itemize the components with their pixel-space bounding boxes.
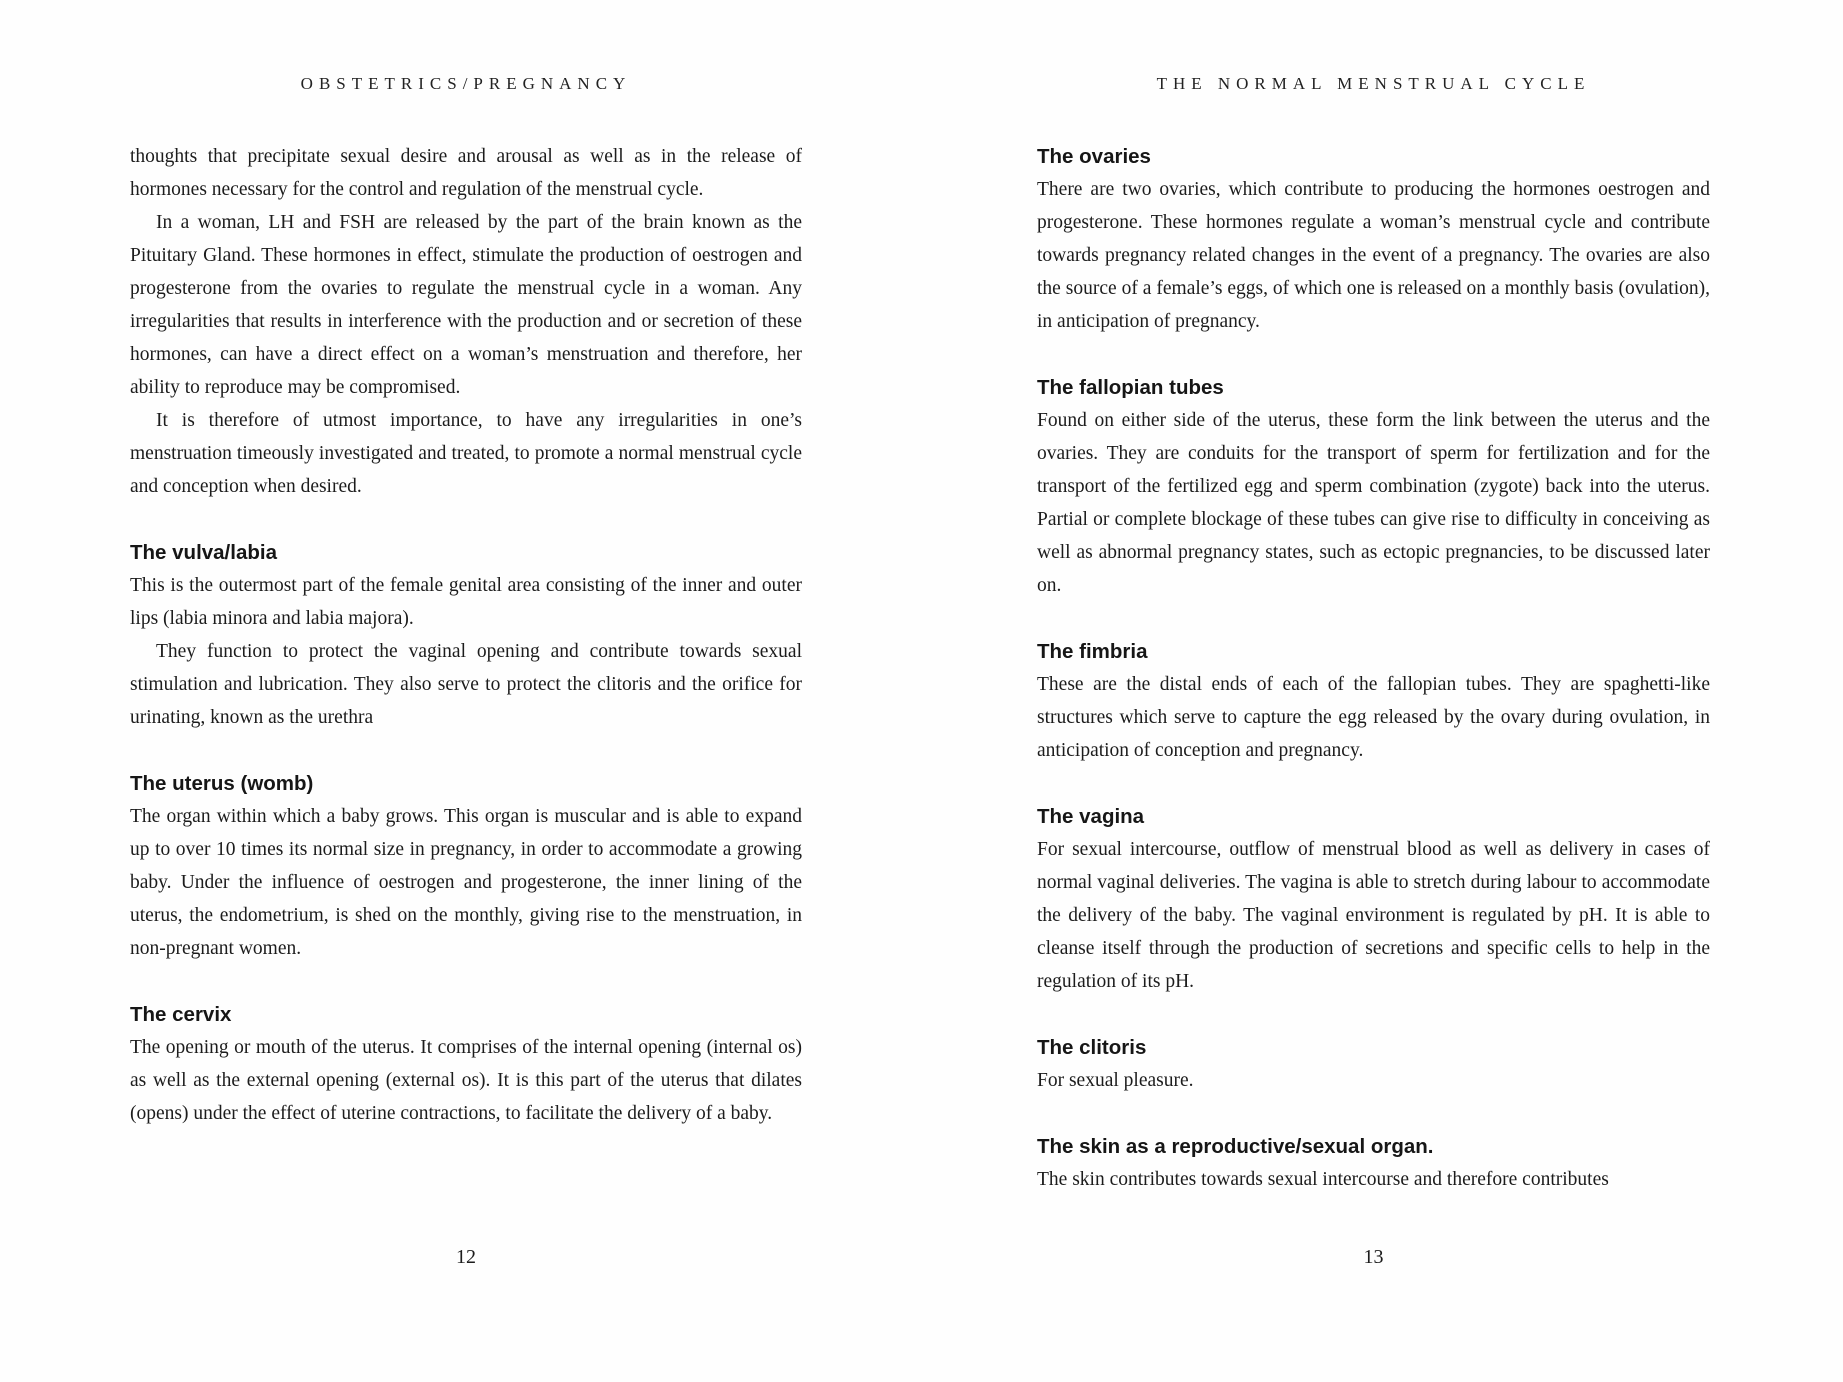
- paragraph: These are the distal ends of each of the fallopian tubes. They are spaghetti-like structures which serve to capture the egg released by the ovary during ovulation, in anticipation of conception and pregnancy.: [1037, 674, 1710, 761]
- section-heading-clitoris: The clitoris: [1037, 1036, 1147, 1059]
- section-heading-cervix: The cervix: [130, 1003, 232, 1026]
- section-heading-skin: The skin as a reproductive/sexual organ.: [1037, 1135, 1434, 1158]
- paragraph: For sexual pleasure.: [1037, 1070, 1194, 1091]
- paragraph: It is therefore of utmost importance, to have any irregularities in one’s menstruation timeously investigated and treated, to promote a normal menstrual cycle and conception when desired.: [130, 410, 802, 497]
- section-heading-vagina: The vagina: [1037, 805, 1145, 828]
- paragraph: For sexual intercourse, outflow of menstrual blood as well as delivery in cases of normal vaginal deliveries. The vagina is able to stretch during labour to accommodate the delivery of the baby. The vaginal environment is regulated by pH. It is able to cleanse itself through the production of secretions and specific cells to help in the regulation of its pH.: [1037, 839, 1710, 992]
- right-page-body: [1037, 140, 1710, 1196]
- paragraph: They function to protect the vaginal opening and contribute towards sexual stimulation and lubrication. They also serve to protect the clitoris and the orifice for urinating, known as the urethra: [130, 641, 802, 728]
- left-page-body: [130, 140, 802, 1130]
- paragraph: Found on either side of the uterus, these form the link between the uterus and the ovaries. They are conduits for the transport of sperm for fertilization and for the transport of the fertilized egg and sperm combination (zygote) back into the uterus. Partial or complete blockage of these tubes can give rise to difficulty in conceiving as well as abnormal pregnancy states, such as ectopic pregnancies, to be discussed later on.: [1037, 410, 1710, 596]
- paragraph: The organ within which a baby grows. This organ is muscular and is able to expand up to over 10 times its normal size in pregnancy, in order to accommodate a growing baby. Under the influence of oestrogen and progesterone, the inner lining of the uterus, the endometrium, is shed on the monthly, giving rise to the menstruation, in non-pregnant women.: [130, 806, 802, 959]
- paragraph-continuation: thoughts that precipitate sexual desire and arousal as well as in the release of hormones necessary for the control and regulation of the menstrual cycle.: [130, 146, 802, 200]
- section-heading-vulva-labia: The vulva/labia: [130, 541, 277, 564]
- right-page-number: 13: [1363, 1246, 1384, 1268]
- paragraph: In a woman, LH and FSH are released by the part of the brain known as the Pituitary Gland. These hormones in effect, stimulate the production of oestrogen and progesterone from the ovaries to regulate the menstrual cycle in a woman. Any irregularities that results in interference with the production and or secretion of these hormones, can have a direct effect on a woman’s menstruation and therefore, her ability to reproduce may be compromised.: [130, 212, 802, 398]
- section-heading-fallopian-tubes: The fallopian tubes: [1037, 376, 1224, 399]
- paragraph-continuation: The skin contributes towards sexual intercourse and therefore contributes: [1037, 1169, 1609, 1190]
- paragraph: There are two ovaries, which contribute to producing the hormones oestrogen and progesterone. These hormones regulate a woman’s menstrual cycle and contribute towards pregnancy related changes in the event of a pregnancy. The ovaries are also the source of a female’s eggs, of which one is released on a monthly basis (ovulation), in anticipation of pregnancy.: [1037, 179, 1710, 332]
- section-heading-fimbria: The fimbria: [1037, 640, 1148, 663]
- paragraph: The opening or mouth of the uterus. It comprises of the internal opening (internal os) as well as the external opening (external os). It is this part of the uterus that dilates (opens) under the effect of uterine contractions, to facilitate the delivery of a baby.: [130, 1037, 802, 1124]
- section-heading-ovaries: The ovaries: [1037, 145, 1151, 168]
- section-heading-uterus: The uterus (womb): [130, 772, 314, 795]
- left-running-head: OBSTETRICS/PREGNANCY: [300, 74, 632, 93]
- left-page-number: 12: [456, 1246, 476, 1268]
- paragraph: This is the outermost part of the female genital area consisting of the inner and outer lips (labia minora and labia majora).: [130, 575, 802, 629]
- right-running-head: THE NORMAL MENSTRUAL CYCLE: [1156, 74, 1591, 93]
